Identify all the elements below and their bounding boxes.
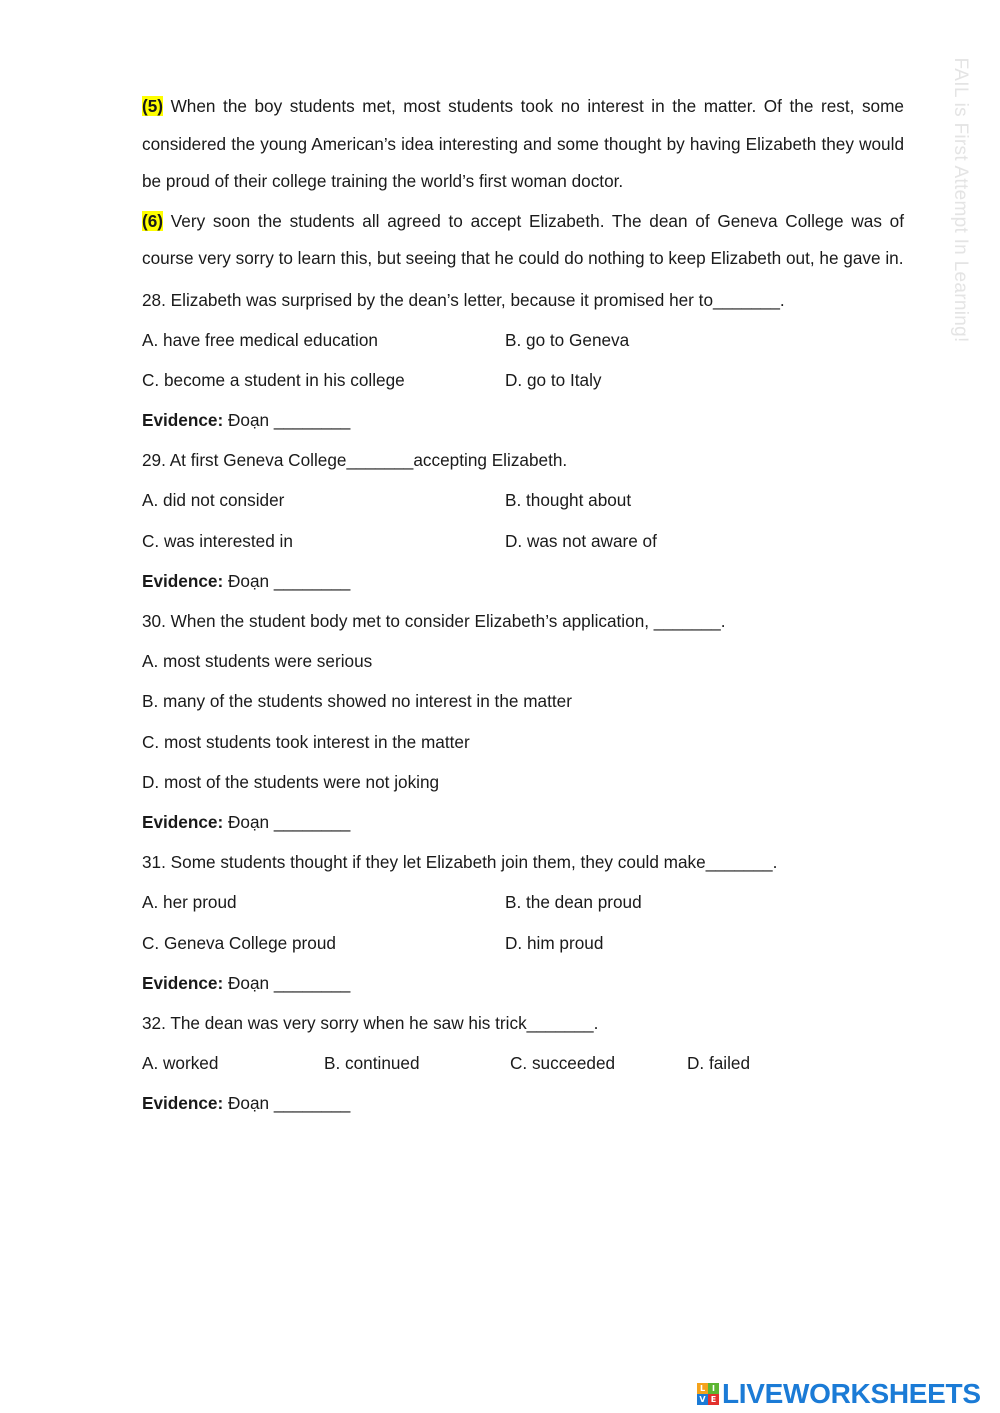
option-d: D. was not aware of: [505, 530, 657, 551]
question-31-options-row-2: [142, 923, 904, 963]
evidence-blank: Đoạn ________: [223, 1093, 351, 1114]
evidence-blank: Đoạn ________: [223, 410, 351, 431]
option-a: A. most students were serious: [142, 651, 373, 672]
question-31-stem: 31. Some students thought if they let Elizabeth join them, they could make_______.: [142, 852, 778, 873]
evidence-label: Evidence:: [142, 811, 224, 832]
paragraph-text: When the boy students met, most students took no interest in the matter. Of the rest, some considered the young American’s idea interesting and some thought by having Elizabeth they would be proud of their college training the world’s first woman doctor.: [142, 96, 904, 191]
question-28-evidence: [142, 400, 904, 440]
question-29-evidence: [142, 561, 904, 601]
option-a: A. worked: [142, 1053, 219, 1074]
question-30-evidence: [142, 802, 904, 842]
question-29-stem: 29. At first Geneva College_______accepting Elizabeth.: [142, 450, 568, 471]
question-29-options-row-1: [142, 480, 904, 520]
evidence-blank: Đoạn ________: [223, 570, 351, 591]
option-c: C. Geneva College proud: [142, 932, 336, 953]
option-b: B. continued: [324, 1053, 420, 1074]
evidence-blank: Đoạn ________: [223, 972, 351, 993]
question-28-options-row-2: [142, 360, 904, 400]
paragraph-text: Very soon the students all agreed to accept Elizabeth. The dean of Geneva College was of course very sorry to learn this, but seeing that he could do nothing to keep Elizabeth out, he gave in.: [142, 210, 904, 268]
question-32-evidence: [142, 1083, 904, 1123]
watermark: FAIL is First Attempt In Learning!: [950, 57, 971, 343]
question-30-stem: 30. When the student body met to consider Elizabeth’s application, _______.: [142, 611, 726, 631]
option-d: D. failed: [687, 1053, 751, 1074]
option-c: C. succeeded: [510, 1053, 616, 1074]
logo-text: LIVEWORKSHEETS: [722, 1378, 981, 1409]
option-a: A. have free medical education: [142, 329, 378, 350]
evidence-label: Evidence:: [142, 410, 224, 431]
paragraph-number: (5): [142, 96, 164, 116]
question-32-options-row: [142, 1043, 904, 1083]
paragraph-5: [142, 88, 904, 201]
evidence-label: Evidence:: [142, 570, 224, 591]
option-d: D. most of the students were not joking: [142, 771, 440, 792]
evidence-label: Evidence:: [142, 1093, 224, 1114]
question-31-evidence: [142, 963, 904, 1003]
paragraph-6: [142, 203, 904, 278]
option-b: B. many of the students showed no interest in the matter: [142, 691, 572, 712]
evidence-blank: Đoạn ________: [223, 811, 351, 832]
option-b: B. thought about: [505, 490, 632, 511]
question-31-options-row-1: [142, 882, 904, 922]
liveworksheets-logo-icon: L I V E: [697, 1383, 719, 1405]
option-b: B. go to Geneva: [505, 329, 630, 350]
question-28-stem: 28. Elizabeth was surprised by the dean’s letter, because it promised her to_______.: [142, 289, 785, 310]
paragraph-number: (6): [142, 210, 164, 231]
worksheet-content: [142, 88, 904, 1123]
option-a: A. did not consider: [142, 490, 285, 511]
question-28-options-row-1: [142, 320, 904, 360]
question-32-stem: 32. The dean was very sorry when he saw his trick_______.: [142, 1012, 599, 1033]
option-c: C. become a student in his college: [142, 369, 405, 390]
option-b: B. the dean proud: [505, 892, 642, 913]
liveworksheets-logo[interactable]: [697, 1376, 981, 1412]
option-c: C. most students took interest in the matter: [142, 731, 470, 752]
option-d: D. go to Italy: [505, 369, 602, 390]
question-29-options-row-2: [142, 521, 904, 561]
option-a: A. her proud: [142, 892, 237, 913]
option-c: C. was interested in: [142, 530, 293, 551]
evidence-label: Evidence:: [142, 972, 224, 993]
option-d: D. him proud: [505, 932, 604, 953]
